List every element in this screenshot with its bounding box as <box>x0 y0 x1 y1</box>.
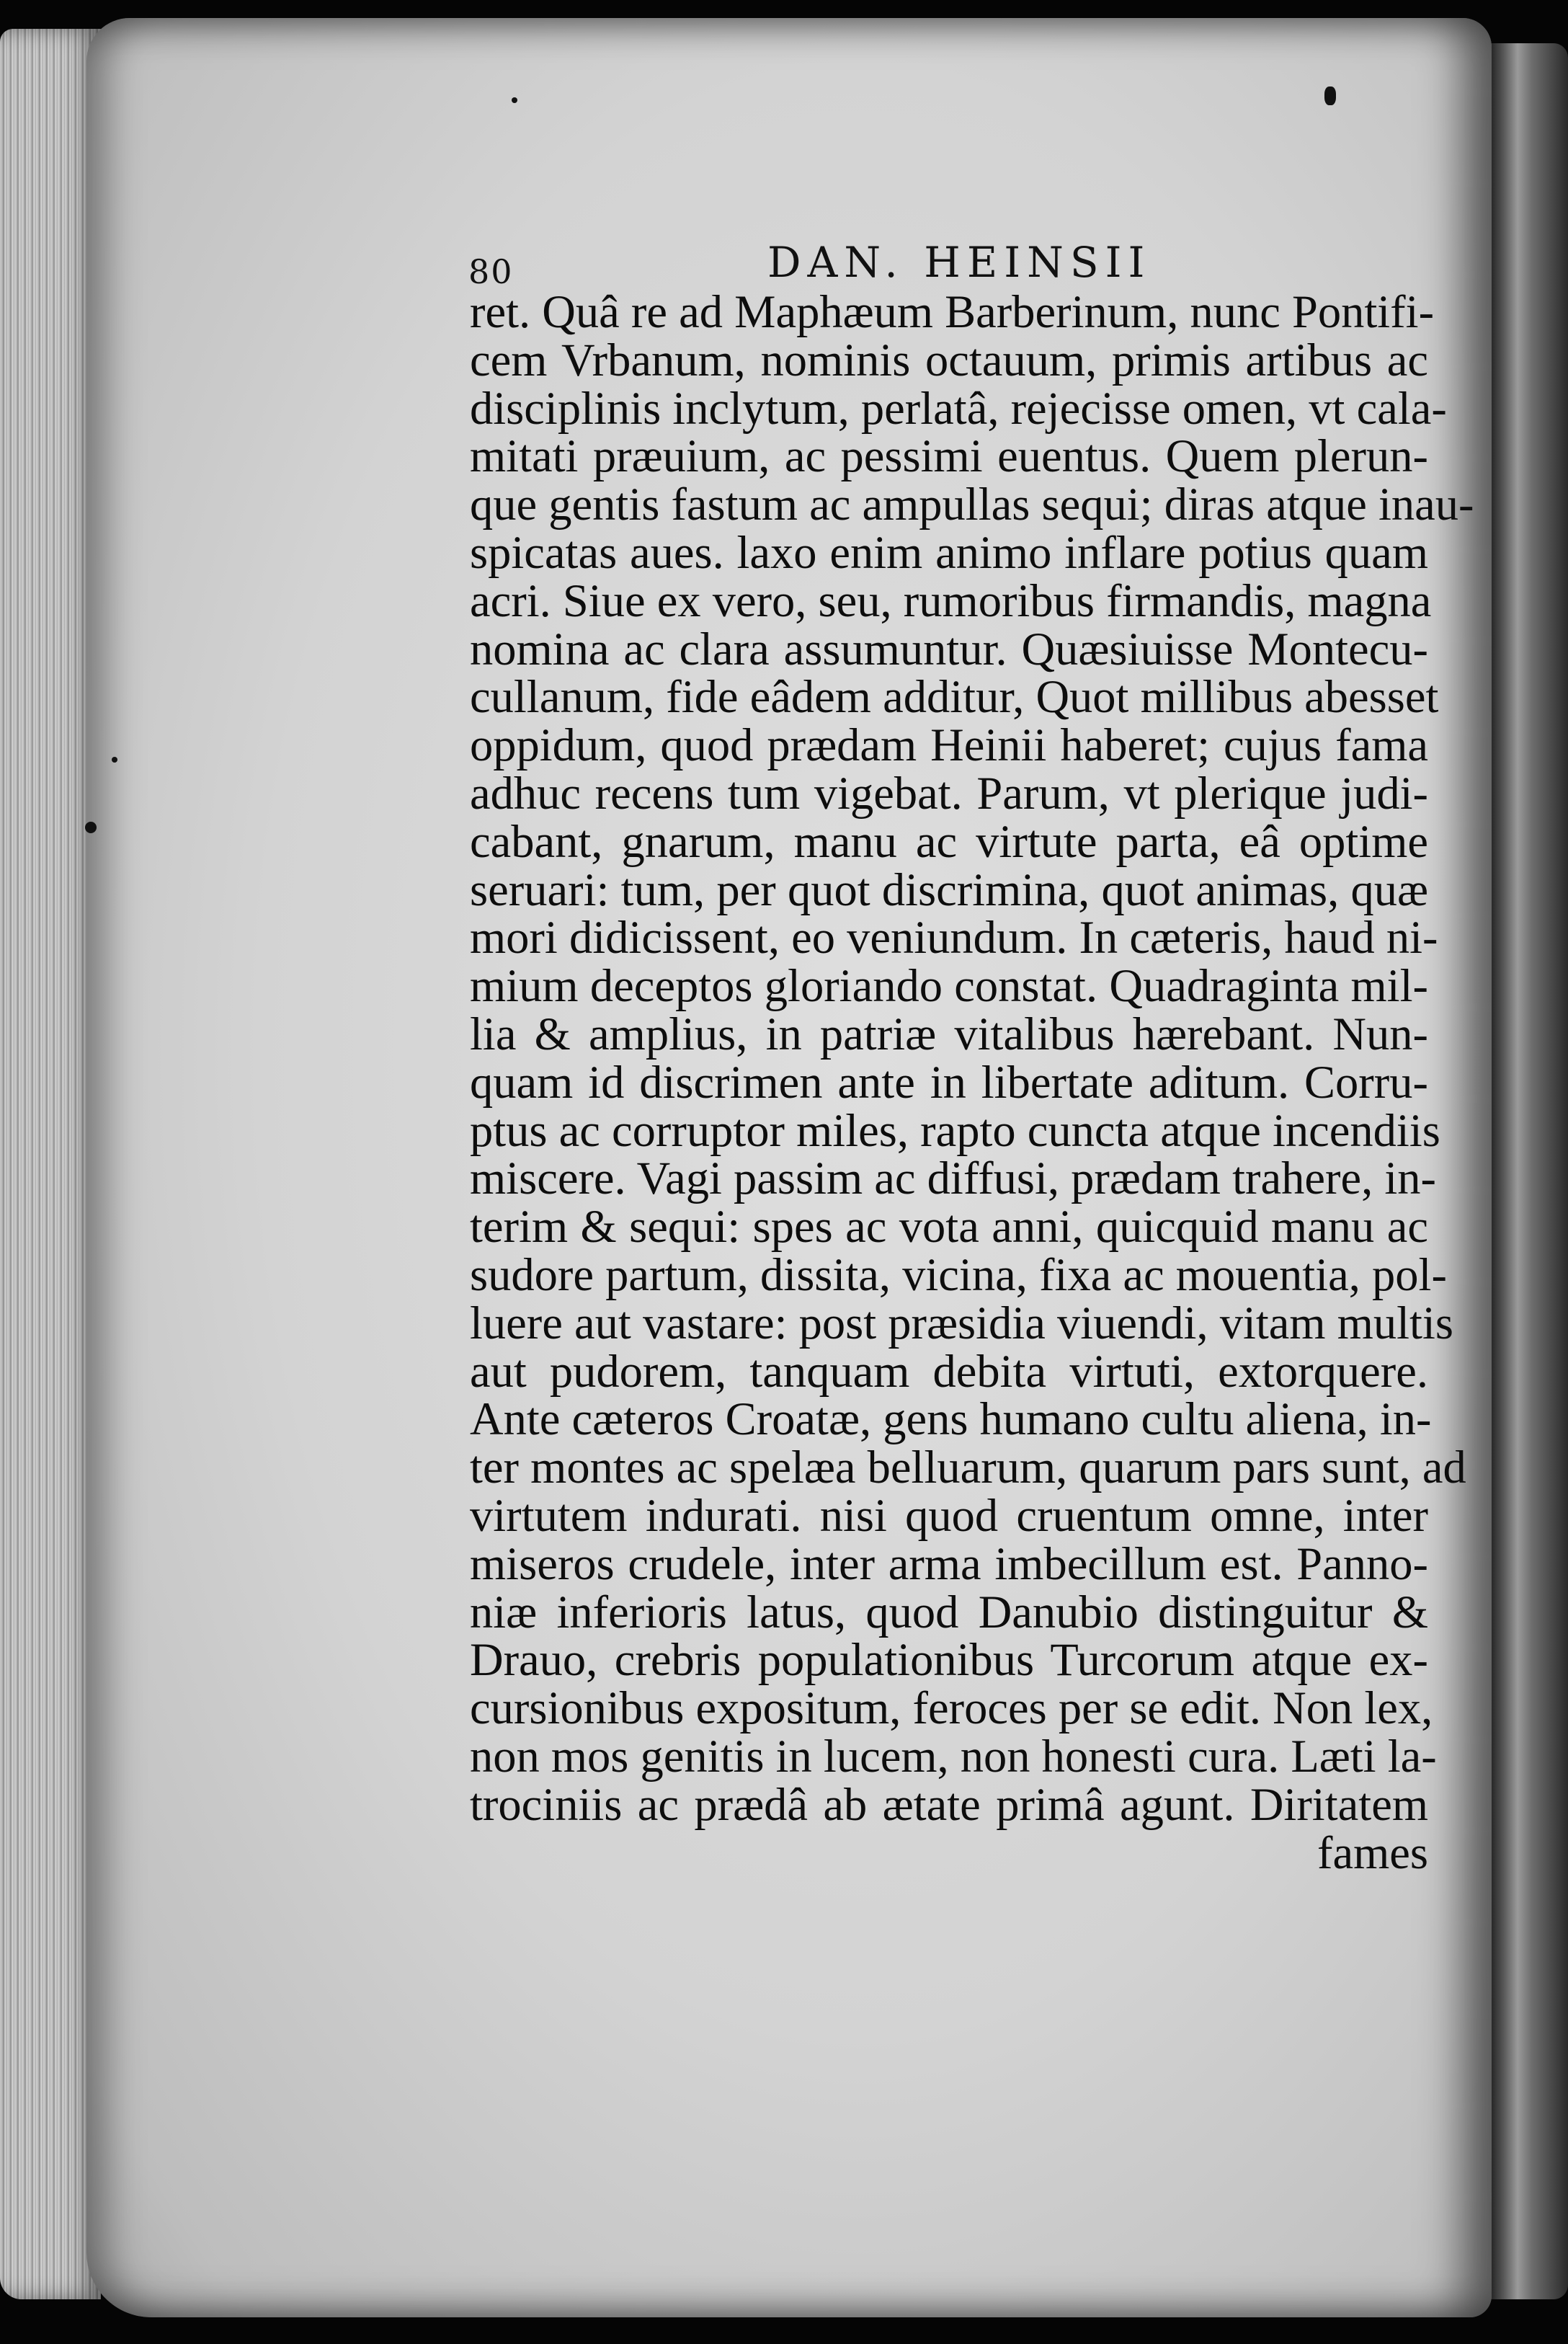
text-line: que gentis fastum ac ampullas sequi; diras atque inau- <box>470 479 1474 530</box>
text-line: ptus ac corruptor miles, rapto cuncta atque incendiis <box>470 1104 1440 1156</box>
ink-speck <box>512 97 517 103</box>
text-line: adhuc recens tum vigebat. Parum, vt plerique judi- <box>470 767 1428 819</box>
body-text <box>470 286 1474 1878</box>
text-line: acri. Siue ex vero, seu, rumoribus firmandis, magna <box>470 574 1432 626</box>
text-line: lia & amplius, in patriæ vitalibus hærebant. Nun- <box>470 1008 1428 1060</box>
ink-speck <box>112 757 117 763</box>
text-line: Ante cæteros Croatæ, gens humano cultu aliena, in- <box>470 1393 1432 1445</box>
text-line: nomina ac clara assumuntur. Quæsiuisse Montecu- <box>470 623 1428 675</box>
running-head: DAN. HEINSII <box>767 238 1152 287</box>
text-line: miscere. Vagi passim ac diffusi, prædam trahere, in- <box>470 1153 1436 1204</box>
ink-speck <box>85 822 97 833</box>
text-line: quam id discrimen ante in libertate aditum. Corru- <box>470 1056 1428 1108</box>
text-line: ter montes ac spelæa belluarum, quarum pars sunt, ad <box>470 1442 1466 1493</box>
text-line: non mos genitis in lucem, non honesti cura. Læti la- <box>470 1730 1437 1782</box>
text-line: cursionibus expositum, feroces per se edit. Non lex, <box>470 1682 1433 1734</box>
text-line: aut pudorem, tanquam debita virtuti, extorquere. <box>470 1345 1428 1397</box>
right-page-edges <box>1489 43 1568 2299</box>
text-line: ret. Quâ re ad Maphæum Barberinum, nunc Pontifi- <box>470 286 1435 337</box>
text-line: sudore partum, dissita, vicina, fixa ac mouentia, pol- <box>470 1248 1447 1300</box>
ink-speck <box>1324 86 1336 105</box>
text-line: miseros crudele, inter arma imbecillum est. Panno- <box>470 1537 1428 1589</box>
text-line: cabant, gnarum, manu ac virtute parta, eâ optime <box>470 815 1428 867</box>
text-line: oppidum, quod prædam Heinii haberet; cujus fama <box>470 719 1428 771</box>
catchword: fames <box>1317 1826 1428 1878</box>
text-line: terim & sequi: spes ac vota anni, quicquid manu ac <box>470 1201 1428 1253</box>
text-line: trociniis ac prædâ ab ætate primâ agunt. Diritatem <box>470 1778 1428 1830</box>
text-line: mori didicissent, eo veniundum. In cæteris, haud ni- <box>470 912 1438 964</box>
text-line: cem Vrbanum, nominis octauum, primis artibus ac <box>470 334 1428 386</box>
left-page-edges <box>0 29 101 2299</box>
text-line: seruari: tum, per quot discrimina, quot animas, quæ <box>470 864 1428 915</box>
text-line: disciplinis inclytum, perlatâ, rejecisse omen, vt cala- <box>470 382 1447 434</box>
text-line: cullanum, fide eâdem additur, Quot millibus abesset <box>470 671 1439 723</box>
text-line: Drauo, crebris populationibus Turcorum atque ex- <box>470 1634 1428 1686</box>
text-line: mitati præuium, ac pessimi euentus. Quem plerun- <box>470 430 1428 482</box>
text-line: virtutem indurati. nisi quod cruentum omne, inter <box>470 1489 1428 1541</box>
text-line: luere aut vastare: post præsidia viuendi, vitam multis <box>470 1297 1453 1349</box>
page-number: 80 <box>468 252 514 291</box>
text-line: mium deceptos gloriando constat. Quadraginta mil- <box>470 960 1428 1012</box>
text-line: spicatas aues. laxo enim animo inflare potius quam <box>470 526 1428 578</box>
text-line: niæ inferioris latus, quod Danubio distinguitur & <box>470 1586 1428 1638</box>
